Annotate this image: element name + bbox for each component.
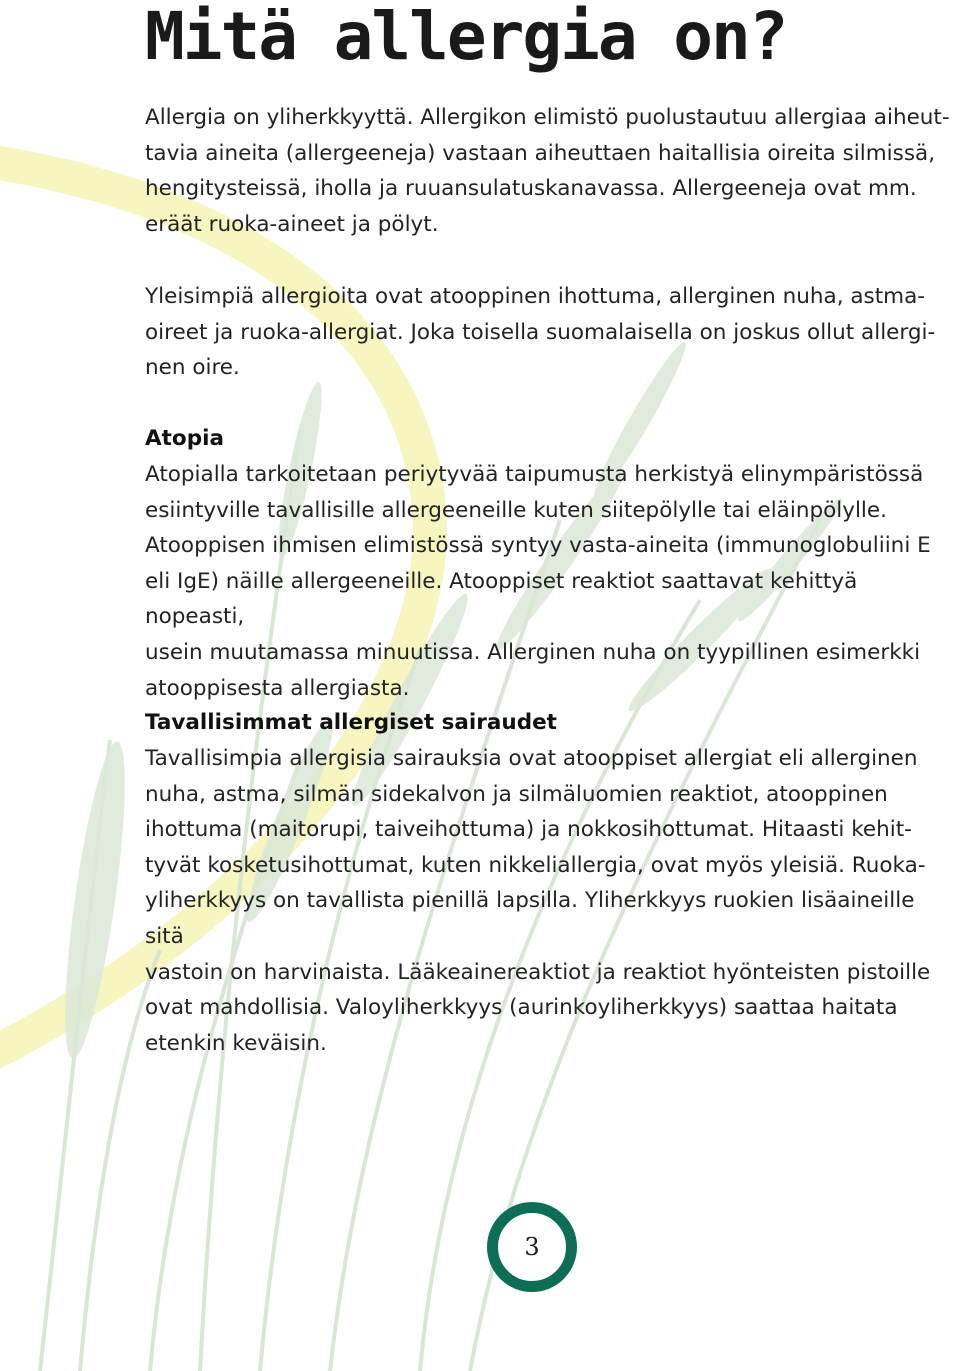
- page-number: 3: [524, 1233, 540, 1261]
- intro-line: hengitysteissä, iholla ja ruuansulatuskanavassa. Allergeeneja ovat mm.: [145, 176, 917, 202]
- common-line: oireet ja ruoka-allergiat. Joka toisella suomalaisella on joskus ollut allergi-: [145, 319, 936, 345]
- diseases-line: etenkin keväisin.: [145, 1030, 327, 1056]
- diseases-line: vastoin on harvinaista. Lääkeainereaktiot ja reaktiot hyönteisten pistoille: [145, 959, 931, 985]
- intro-line: eräät ruoka-aineet ja pölyt.: [145, 211, 439, 237]
- intro-line: tavia aineita (allergeeneja) vastaan aiheuttaen haitallisia oireita silmissä,: [145, 140, 936, 166]
- allergic-diseases-heading: Tavallisimmat allergiset sairaudet: [145, 710, 557, 735]
- intro-paragraph: [145, 100, 950, 242]
- page-number-badge: [487, 1202, 577, 1292]
- diseases-line: yliherkkyys on tavallista pienillä lapsilla. Yliherkkyys ruokien lisäaineille sitä: [145, 888, 915, 949]
- common-allergies-paragraph: [145, 279, 950, 386]
- atopia-line: usein muutamassa minuutissa. Allerginen nuha on tyypillinen esimerkki: [145, 639, 921, 665]
- atopia-line: Atooppisen ihmisen elimistössä syntyy vasta-aineita (immunoglobuliini E: [145, 533, 931, 559]
- diseases-line: tyvät kosketusihottumat, kuten nikkeliallergia, ovat myös yleisiä. Ruoka-: [145, 852, 926, 878]
- atopia-heading: Atopia: [145, 426, 224, 451]
- atopia-paragraph: [145, 457, 950, 706]
- diseases-line: Tavallisimpia allergisia sairauksia ovat atooppiset allergiat eli allerginen: [145, 746, 918, 771]
- allergic-diseases-paragraph: [145, 741, 950, 1061]
- intro-line: Allergia on yliherkkyyttä. Allergikon elimistö puolustautuu allergiaa aiheut-: [145, 105, 950, 130]
- diseases-line: ihottuma (maitorupi, taiveihottuma) ja nokkosihottumat. Hitaasti kehit-: [145, 817, 912, 843]
- common-line: nen oire.: [145, 355, 240, 381]
- atopia-line: eli IgE) näille allergeeneille. Atooppiset reaktiot saattavat kehittyä nopeasti,: [145, 568, 858, 630]
- atopia-line: Atopialla tarkoitetaan periytyvää taipumusta herkistyä elinympäristössä: [145, 462, 924, 487]
- diseases-line: nuha, astma, silmän sidekalvon ja silmäluomien reaktiot, atooppinen: [145, 781, 888, 807]
- atopia-line: atooppisesta allergiasta.: [145, 675, 410, 701]
- page-title: Mitä allergia on?: [145, 0, 787, 75]
- common-line: Yleisimpiä allergioita ovat atooppinen ihottuma, allerginen nuha, astma-: [145, 284, 926, 309]
- diseases-line: ovat mahdollisia. Valoyliherkkyys (aurinkoyliherkkyys) saattaa haitata: [145, 995, 898, 1021]
- atopia-line: esiintyville tavallisille allergeeneille kuten siitepölylle tai eläinpölylle.: [145, 497, 887, 523]
